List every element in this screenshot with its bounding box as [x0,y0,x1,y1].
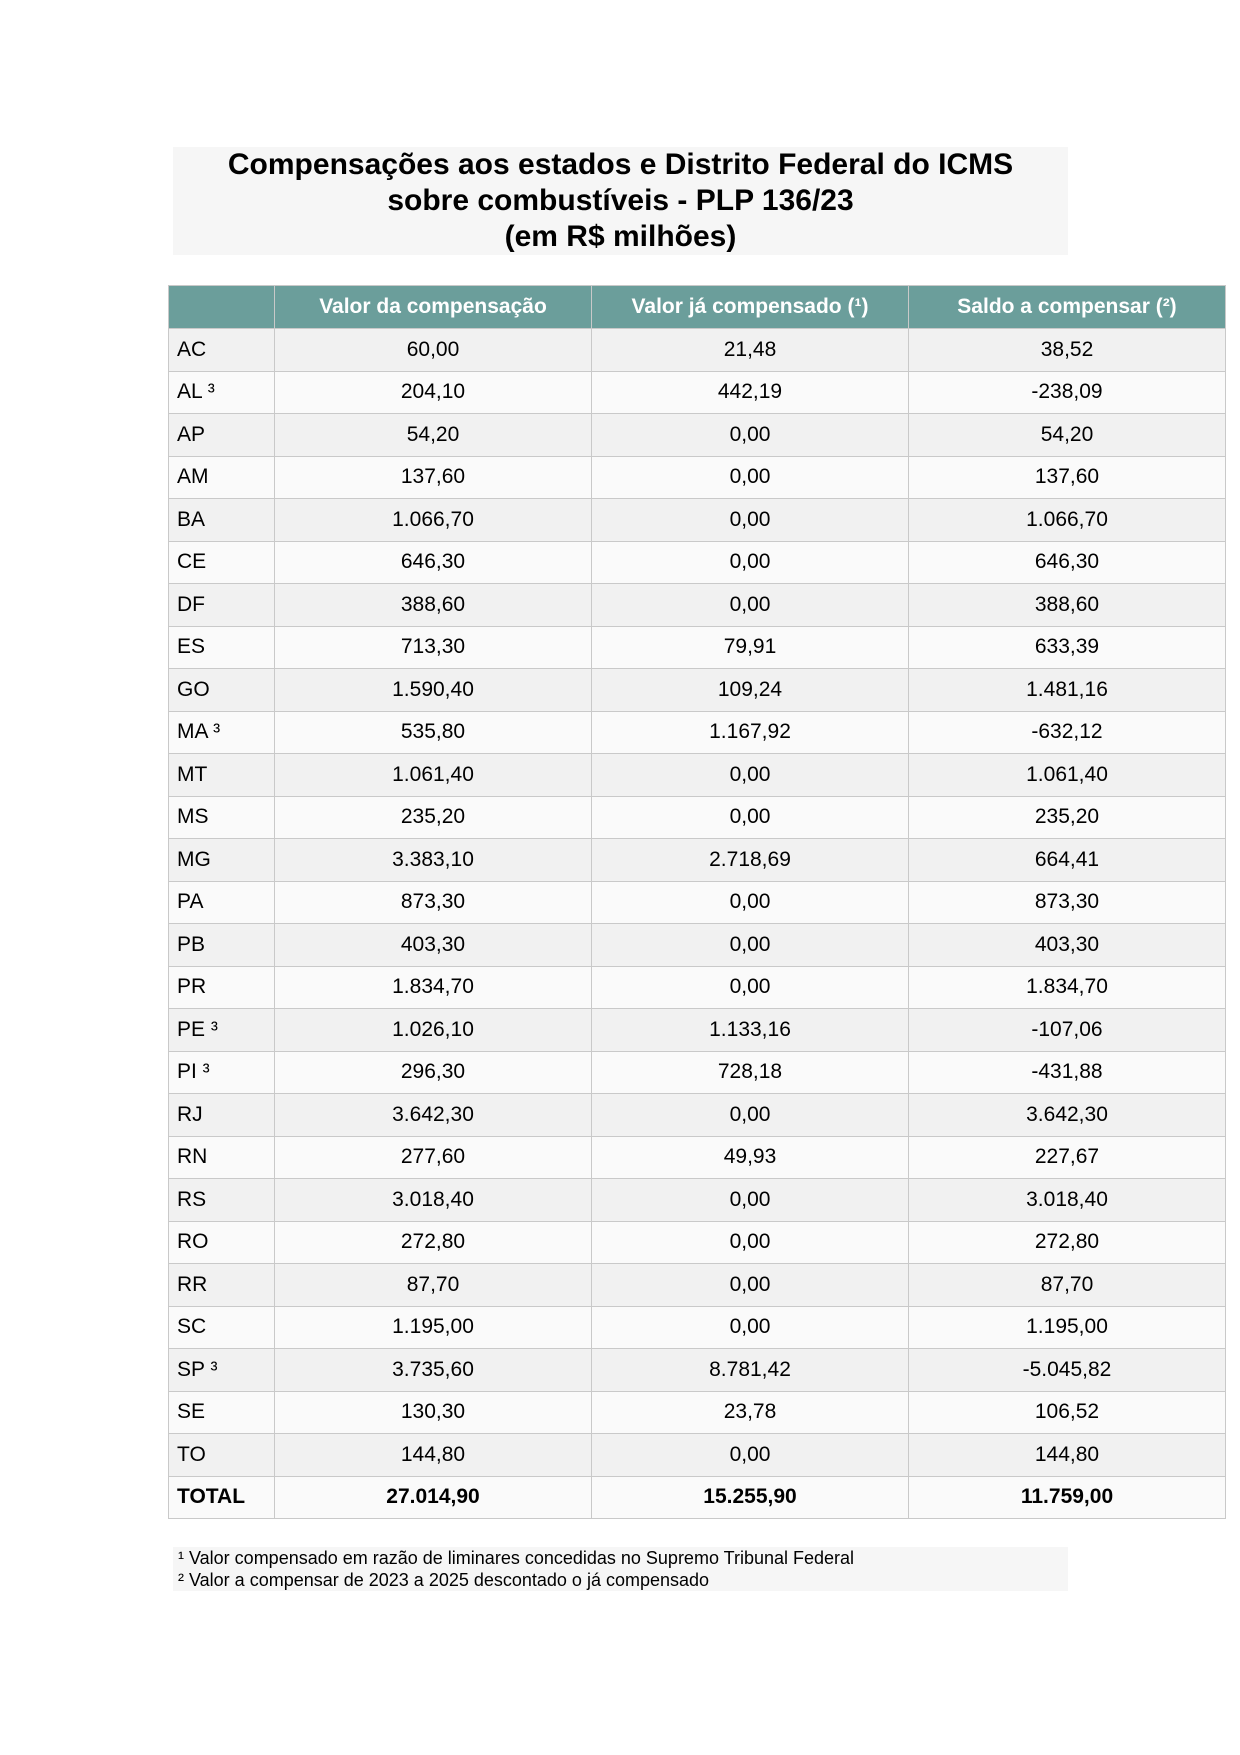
footnotes [173,1547,1068,1591]
table-row [169,371,1226,414]
table-row [169,1094,1226,1137]
cell-compensation-value: 3.735,60 [275,1349,592,1392]
cell-state: RJ [169,1094,275,1137]
cell-compensation-value: 137,60 [275,456,592,499]
cell-compensation-value: 1.195,00 [275,1306,592,1349]
cell-state: PE ³ [169,1009,275,1052]
cell-state: BA [169,499,275,542]
cell-compensation-value: 1.834,70 [275,966,592,1009]
cell-state: AC [169,329,275,372]
table-row [169,1179,1226,1222]
cell-compensation-value: 277,60 [275,1136,592,1179]
cell-state: PB [169,924,275,967]
cell-state: RN [169,1136,275,1179]
cell-compensated-value: 0,00 [592,924,909,967]
table-row [169,1264,1226,1307]
cell-compensation-value: 535,80 [275,711,592,754]
cell-compensated-value: 0,00 [592,456,909,499]
cell-state: RR [169,1264,275,1307]
cell-compensated-value: 0,00 [592,584,909,627]
table-row [169,626,1226,669]
cell-compensated-value: 109,24 [592,669,909,712]
compensation-table [168,285,1226,1519]
cell-state: AP [169,414,275,457]
total-balance: 11.759,00 [909,1476,1226,1519]
cell-compensation-value: 403,30 [275,924,592,967]
cell-balance: 1.066,70 [909,499,1226,542]
cell-compensation-value: 713,30 [275,626,592,669]
cell-compensated-value: 23,78 [592,1391,909,1434]
cell-balance: 137,60 [909,456,1226,499]
cell-balance: 144,80 [909,1434,1226,1477]
table-header-row [169,286,1226,329]
table-row [169,541,1226,584]
table-row [169,1306,1226,1349]
cell-compensation-value: 144,80 [275,1434,592,1477]
table-row [169,711,1226,754]
cell-compensation-value: 272,80 [275,1221,592,1264]
cell-compensated-value: 0,00 [592,966,909,1009]
cell-balance: 646,30 [909,541,1226,584]
cell-compensated-value: 0,00 [592,1094,909,1137]
cell-balance: 633,39 [909,626,1226,669]
cell-compensation-value: 388,60 [275,584,592,627]
table-row [169,1349,1226,1392]
cell-balance: 54,20 [909,414,1226,457]
cell-compensated-value: 728,18 [592,1051,909,1094]
table-row [169,1434,1226,1477]
cell-balance: -238,09 [909,371,1226,414]
cell-compensation-value: 3.642,30 [275,1094,592,1137]
cell-balance: 38,52 [909,329,1226,372]
table-row [169,881,1226,924]
cell-balance: 235,20 [909,796,1226,839]
cell-state: PI ³ [169,1051,275,1094]
cell-state: PR [169,966,275,1009]
table-body [169,329,1226,1519]
cell-state: MT [169,754,275,797]
table-row [169,456,1226,499]
total-compensated-value: 15.255,90 [592,1476,909,1519]
cell-compensated-value: 0,00 [592,881,909,924]
table-row [169,414,1226,457]
cell-balance: 1.195,00 [909,1306,1226,1349]
cell-compensated-value: 0,00 [592,796,909,839]
cell-compensated-value: 21,48 [592,329,909,372]
table-row [169,1136,1226,1179]
cell-balance: 664,41 [909,839,1226,882]
cell-compensation-value: 235,20 [275,796,592,839]
cell-compensation-value: 873,30 [275,881,592,924]
cell-state: RS [169,1179,275,1222]
cell-balance: -107,06 [909,1009,1226,1052]
cell-balance: 87,70 [909,1264,1226,1307]
cell-state: PA [169,881,275,924]
table-row [169,1051,1226,1094]
header-compensation-value: Valor da compensação [275,286,592,329]
cell-compensated-value: 442,19 [592,371,909,414]
cell-balance: 272,80 [909,1221,1226,1264]
cell-balance: -431,88 [909,1051,1226,1094]
header-balance: Saldo a compensar (²) [909,286,1226,329]
title-line-1: Compensações aos estados e Distrito Federal do ICMS [227,148,1014,181]
cell-state: TO [169,1434,275,1477]
cell-compensated-value: 0,00 [592,1434,909,1477]
cell-balance: 106,52 [909,1391,1226,1434]
cell-state: RO [169,1221,275,1264]
cell-compensated-value: 8.781,42 [592,1349,909,1392]
table-total-row [169,1476,1226,1519]
table-row [169,669,1226,712]
cell-compensation-value: 1.066,70 [275,499,592,542]
cell-state: AM [169,456,275,499]
cell-compensated-value: 0,00 [592,754,909,797]
cell-compensation-value: 3.383,10 [275,839,592,882]
cell-compensated-value: 1.167,92 [592,711,909,754]
cell-compensated-value: 79,91 [592,626,909,669]
cell-state: GO [169,669,275,712]
cell-compensated-value: 0,00 [592,1179,909,1222]
table-row [169,1391,1226,1434]
cell-state: SE [169,1391,275,1434]
cell-balance: 1.061,40 [909,754,1226,797]
table-row [169,966,1226,1009]
cell-compensation-value: 54,20 [275,414,592,457]
cell-compensated-value: 0,00 [592,1306,909,1349]
cell-state: SP ³ [169,1349,275,1392]
cell-state: DF [169,584,275,627]
cell-balance: -5.045,82 [909,1349,1226,1392]
cell-compensation-value: 3.018,40 [275,1179,592,1222]
cell-compensated-value: 0,00 [592,541,909,584]
cell-balance: 1.481,16 [909,669,1226,712]
cell-balance: 403,30 [909,924,1226,967]
cell-compensation-value: 130,30 [275,1391,592,1434]
table-row [169,499,1226,542]
cell-balance: 388,60 [909,584,1226,627]
table-row [169,796,1226,839]
total-label: TOTAL [169,1476,275,1519]
cell-compensated-value: 1.133,16 [592,1009,909,1052]
footnote-2: ² Valor a compensar de 2023 a 2025 descontado o já compensado [178,1570,710,1590]
cell-compensation-value: 204,10 [275,371,592,414]
document-title [173,147,1068,255]
total-compensation-value: 27.014,90 [275,1476,592,1519]
cell-compensation-value: 1.061,40 [275,754,592,797]
cell-state: CE [169,541,275,584]
cell-balance: 227,67 [909,1136,1226,1179]
cell-compensated-value: 0,00 [592,1264,909,1307]
cell-balance: 3.642,30 [909,1094,1226,1137]
cell-compensation-value: 87,70 [275,1264,592,1307]
cell-balance: 3.018,40 [909,1179,1226,1222]
title-line-3: (em R$ milhões) [504,220,737,253]
cell-state: ES [169,626,275,669]
cell-compensated-value: 49,93 [592,1136,909,1179]
cell-balance: -632,12 [909,711,1226,754]
header-compensated-value: Valor já compensado (¹) [592,286,909,329]
header-state [169,286,275,329]
cell-compensated-value: 2.718,69 [592,839,909,882]
cell-compensation-value: 60,00 [275,329,592,372]
footnote-1: ¹ Valor compensado em razão de liminares concedidas no Supremo Tribunal Federal [178,1548,855,1568]
cell-compensated-value: 0,00 [592,414,909,457]
cell-state: MA ³ [169,711,275,754]
cell-compensation-value: 1.590,40 [275,669,592,712]
table-row [169,584,1226,627]
table-row [169,839,1226,882]
table-row [169,924,1226,967]
cell-state: AL ³ [169,371,275,414]
table-row [169,1009,1226,1052]
title-line-2: sobre combustíveis - PLP 136/23 [387,184,854,217]
table-row [169,1221,1226,1264]
cell-state: MS [169,796,275,839]
cell-state: MG [169,839,275,882]
cell-compensated-value: 0,00 [592,499,909,542]
cell-balance: 873,30 [909,881,1226,924]
cell-balance: 1.834,70 [909,966,1226,1009]
cell-compensated-value: 0,00 [592,1221,909,1264]
table-row [169,329,1226,372]
cell-compensation-value: 296,30 [275,1051,592,1094]
table-row [169,754,1226,797]
cell-compensation-value: 646,30 [275,541,592,584]
cell-compensation-value: 1.026,10 [275,1009,592,1052]
cell-state: SC [169,1306,275,1349]
